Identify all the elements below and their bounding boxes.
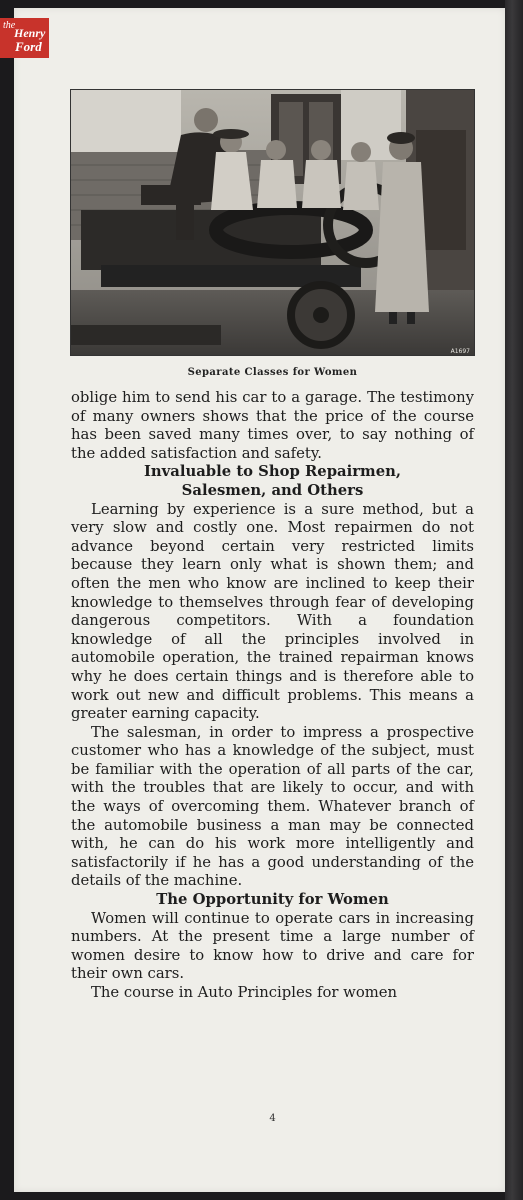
paragraph-3: The salesman, in order to impress a prospective customer who has a knowledge of the subject, must be familiar with the operation of all parts of the car, with the troubles that are likely to occur, and with the ways of overcoming them. Whatever branch of the automobile business a man may be connected with, he can do his work more intelligently and satisfactorily if he has a good understanding of the details of the machine. xyxy=(71,723,474,890)
binding-edge xyxy=(505,0,523,1200)
paragraph-1: oblige him to send his car to a garage. The testimony of many owners shows that the price of the course has been saved many times over, to say nothing of the added satisfaction and safety. xyxy=(71,389,474,462)
heading-repairmen xyxy=(71,463,474,500)
paragraph-5: The course in Auto Principles for women xyxy=(91,984,398,1001)
logo-henry: Henry xyxy=(14,26,46,40)
photo-illustration xyxy=(71,90,475,356)
heading-women: The Opportunity for Women xyxy=(156,891,389,909)
logo-ford: Ford xyxy=(15,39,42,54)
photo-corner-mark: A1697 xyxy=(450,348,470,355)
classroom-photo xyxy=(70,89,475,356)
photo-caption: Separate Classes for Women xyxy=(187,367,358,378)
paragraph-2: Learning by experience is a sure method, but a very slow and costly one. Most repairmen do not advance beyond certain very restricted limits because they learn only what is shown them; and often the men who know are inclined to keep their knowledge to themselves through fear of developing dangerous competitors. With a foundation knowledge of all the principles involved in automobile operation, the trained repairman knows why he does certain things and is therefore able to work out new and difficult problems. This means a greater earning capacity. xyxy=(71,500,474,723)
henry-ford-logo xyxy=(0,18,49,58)
paragraph-4: Women will continue to operate cars in increasing numbers. At the present time a large number of women desire to know how to drive and care for their own cars. xyxy=(71,909,474,983)
article-body xyxy=(71,389,474,1003)
page-number: 4 xyxy=(269,1113,276,1124)
heading-repairmen-line1: Invaluable to Shop Repairmen, xyxy=(143,463,402,481)
logo-the: the xyxy=(3,20,16,31)
heading-repairmen-line2: Salesmen, and Others xyxy=(181,481,364,499)
